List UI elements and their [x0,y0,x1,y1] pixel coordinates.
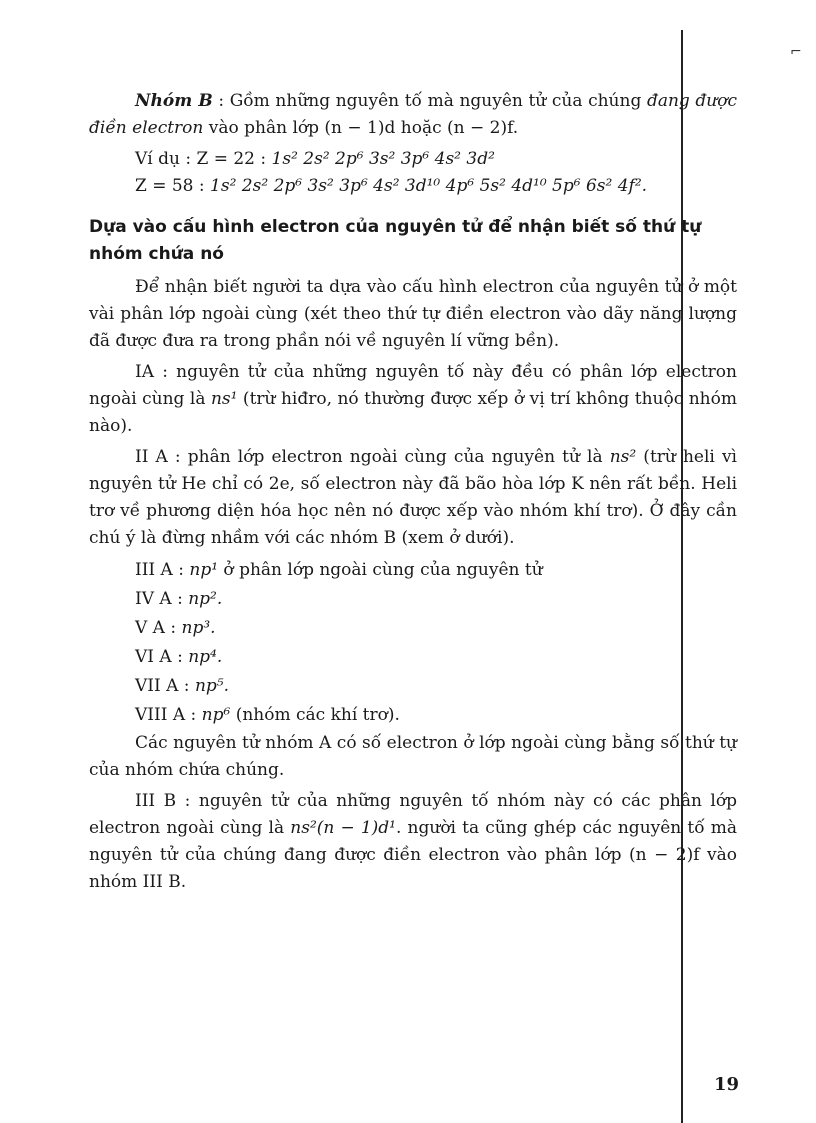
iia-text1: II A : phân lớp electron ngoài cùng của nguyên tử là [135,447,610,467]
example-z22-lead: Ví dụ : Z = 22 : [135,149,267,169]
example-z22 [89,146,737,173]
iiib-text1: III B : nguyên tử của những nguyên tố nhóm này có các phân lớp electron ngoài cùng là [89,791,737,838]
group-label: VIII A : [135,705,197,725]
list-item [135,585,737,614]
list-item [135,643,737,672]
scan-mark: ⌐ [790,44,802,60]
iia-config: ns² [609,447,637,467]
group-config: np⁵. [194,676,229,696]
group-a-list [89,556,737,730]
list-item [135,701,737,730]
iiib-config: ns²(n − 1)d¹ [290,818,396,838]
intro-paragraph: Để nhận biết người ta dựa vào cấu hình electron của nguyên tử ở một vài phân lớp ngoài cùng (xét theo thứ tự điền electron vào dãy năng lượng đã được đưa ra trong phần nói về nguyên lí vững bền). [89,277,737,351]
iia-paragraph [89,444,737,552]
list-item [135,672,737,701]
group-a-note: Các nguyên tử nhóm A có số electron ở lớp ngoài cùng bằng số thứ tự của nhóm chứa chúng. [89,733,737,780]
group-config: np². [188,589,223,609]
page-number: 19 [714,1074,740,1095]
group-label: V A : [135,618,177,638]
group-label: VI A : [135,647,183,667]
page-content [89,88,737,900]
example-z22-config: 1s² 2s² 2p⁶ 3s² 3p⁶ 4s² 3d² [271,149,495,169]
example-z58-config: 1s² 2s² 2p⁶ 3s² 3p⁶ 4s² 3d¹⁰ 4p⁶ 5s² 4d¹⁰ 5p⁶ 6s² 4f². [210,176,648,196]
example-z58-lead: Z = 58 : [135,176,205,196]
iiib-paragraph [89,788,737,896]
nhom-b-paragraph [89,88,737,142]
group-config: np⁶ [201,705,231,725]
ia-text2: (trừ hiđro, nó thường được xếp ở vị trí không thuộc nhóm nào). [89,389,737,436]
group-config: np³. [181,618,216,638]
iia-text2: (trừ heli vì nguyên tử He chỉ có 2e, số electron này đã bão hòa lớp K nên rất bền. Heli trơ về phương diện hóa học nên nó được xếp vào nhóm khí trơ). Ở đây cần chú ý là đừng nhầm với các nhóm B (xem ở dưới). [89,447,737,548]
list-item [135,556,737,585]
example-z58 [89,173,737,200]
list-item [135,614,737,643]
group-note: ở phân lớp ngoài cùng của nguyên tử [218,560,543,580]
nhom-b-italic: đang được điền electron [89,91,738,138]
nhom-b-label: Nhóm B [135,91,213,111]
group-config: np¹ [189,560,219,580]
nhom-b-text2: vào phân lớp (n − 1)d hoặc (n − 2)f. [203,118,519,138]
group-label: IV A : [135,589,183,609]
nhom-b-text1: : Gồm những nguyên tố mà nguyên tử của chúng [212,91,647,111]
ia-text1: IA : nguyên tử của những nguyên tố này đều có phân lớp electron ngoài cùng là [89,362,737,409]
group-note: (nhóm các khí trơ). [230,705,400,725]
ia-paragraph [89,359,737,440]
ia-config: ns¹ [210,389,238,409]
section-heading: Dựa vào cấu hình electron của nguyên tử để nhận biết số thứ tự nhóm chứa nó [89,217,702,264]
group-label: III A : [135,560,184,580]
group-config: np⁴. [188,647,223,667]
group-label: VII A : [135,676,190,696]
iiib-text2: . người ta cũng ghép các nguyên tố mà nguyên tử của chúng đang được điền electron vào phân lớp (n − 2)f vào nhóm III B. [89,818,737,892]
